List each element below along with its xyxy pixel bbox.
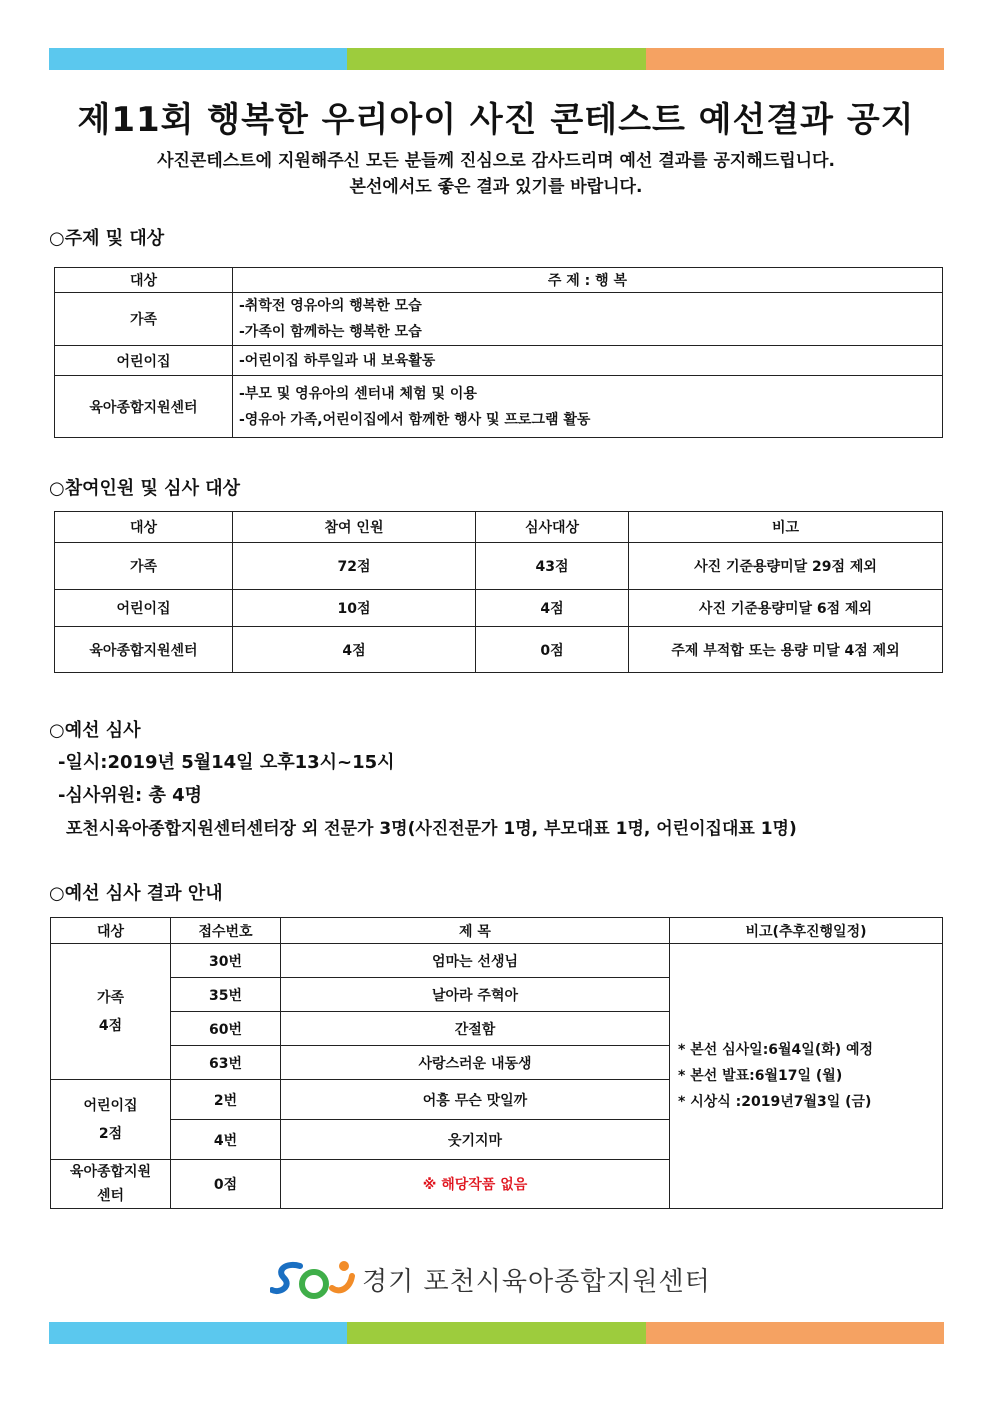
- table-cell: 어흥 무슨 맛일까: [281, 1080, 670, 1120]
- bar-segment-blue: [49, 48, 347, 70]
- table-cell: 63번: [171, 1046, 281, 1080]
- schedule-notes: [670, 944, 943, 1209]
- table-header: 제 목: [281, 918, 670, 944]
- table-cell: 웃기지마: [281, 1120, 670, 1160]
- note-line: * 본선 심사일:6월4일(화) 예정: [678, 1042, 874, 1058]
- intro-line-2: 본선에서도 좋은 결과 있기를 바랍니다.: [349, 177, 643, 197]
- bar-segment-orange: [646, 1322, 944, 1344]
- bar-segment-orange: [646, 48, 944, 70]
- table-header: 대상: [55, 268, 233, 293]
- table-header: 대상: [55, 512, 233, 543]
- note-line: * 본선 발표:6월17일 (월): [678, 1068, 843, 1084]
- table-cell: 35번: [171, 978, 281, 1012]
- table-cell: 주제 부적합 또는 용량 미달 4점 제외: [629, 627, 943, 673]
- theme-line: -영유아 가족,어린이집에서 함께한 행사 및 프로그램 활동: [239, 411, 591, 428]
- intro-text: [0, 148, 992, 200]
- table-cell: [233, 376, 943, 438]
- table-cell: 60번: [171, 1012, 281, 1046]
- table-cell: 2번: [171, 1080, 281, 1120]
- table-cell: 가족: [55, 293, 233, 346]
- table-cell: 사진 기준용량미달 6점 제외: [629, 590, 943, 627]
- table-cell: [51, 1080, 171, 1160]
- org-name: 경기 포천시육아종합지원센터: [362, 1266, 711, 1297]
- table-cell: [51, 1160, 171, 1209]
- intro-line-1: 사진콘테스트에 지원해주신 모든 분들께 진심으로 감사드리며 예선 결과를 공지해드립니다.: [157, 151, 835, 171]
- theme-table: [54, 267, 943, 438]
- table-cell: 10점: [233, 590, 476, 627]
- table-cell: 날아라 주혁아: [281, 978, 670, 1012]
- no-entry-notice: ※ 해당작품 없음: [281, 1160, 670, 1209]
- table-cell: 0점: [171, 1160, 281, 1209]
- results-table: [50, 917, 943, 1209]
- table-cell: 육아종합지원센터: [55, 376, 233, 438]
- bar-segment-green: [347, 1322, 645, 1344]
- table-cell: 4번: [171, 1120, 281, 1160]
- table-cell: 육아종합지원센터: [55, 627, 233, 673]
- screening-judges: -심사위원: 총 4명: [58, 785, 203, 806]
- screening-date: -일시:2019년 5월14일 오후13시~15시: [58, 752, 395, 773]
- section-heading-screening: ○예선 심사: [49, 720, 141, 741]
- bottom-color-bar: [49, 1322, 944, 1344]
- group-label: 가족: [96, 989, 125, 1006]
- theme-line: -어린이집 하루일과 내 보육활동: [239, 352, 436, 369]
- bar-segment-blue: [49, 1322, 347, 1344]
- group-count: 2점: [98, 1125, 123, 1142]
- table-cell: [51, 944, 171, 1080]
- table-cell: 사랑스러운 내동생: [281, 1046, 670, 1080]
- table-header: 심사대상: [476, 512, 629, 543]
- table-cell: 4점: [233, 627, 476, 673]
- participants-table: [54, 511, 943, 673]
- table-cell: 어린이집: [55, 590, 233, 627]
- table-cell: 가족: [55, 543, 233, 590]
- table-cell: 4점: [476, 590, 629, 627]
- center-logo-icon: [270, 1258, 356, 1300]
- table-header: 접수번호: [171, 918, 281, 944]
- table-cell: 사진 기준용량미달 29점 제외: [629, 543, 943, 590]
- theme-line: -취학전 영유아의 행복한 모습: [239, 298, 422, 314]
- footer-logo: [270, 1258, 711, 1300]
- theme-line: -가족이 함께하는 행복한 모습: [239, 324, 422, 340]
- table-header: 비고(추후진행일정): [670, 918, 943, 944]
- bar-segment-green: [347, 48, 645, 70]
- table-cell: [233, 293, 943, 346]
- section-heading-results: ○예선 심사 결과 안내: [49, 883, 223, 904]
- section-heading-participants: ○참여인원 및 심사 대상: [49, 478, 240, 499]
- table-cell: 43점: [476, 543, 629, 590]
- table-cell: 30번: [171, 944, 281, 978]
- table-cell: 어린이집: [55, 346, 233, 376]
- table-cell: 72점: [233, 543, 476, 590]
- table-header: 주 제 : 행 복: [233, 268, 943, 293]
- top-color-bar: [49, 48, 944, 70]
- table-cell: [233, 346, 943, 376]
- group-label: 육아종합지원: [69, 1164, 152, 1180]
- table-header: 참여 인원: [233, 512, 476, 543]
- table-cell: 0점: [476, 627, 629, 673]
- table-cell: 엄마는 선생님: [281, 944, 670, 978]
- theme-line: -부모 및 영유아의 센터내 체험 및 이용: [239, 385, 477, 402]
- group-label: 센터: [96, 1188, 125, 1204]
- page-title: 제11회 행복한 우리아이 사진 콘테스트 예선결과 공지: [77, 100, 915, 140]
- table-header: 대상: [51, 918, 171, 944]
- screening-judges-detail: 포천시육아종합지원센터센터장 외 전문가 3명(사진전문가 1명, 부모대표 1명, 어린이집대표 1명): [66, 819, 797, 839]
- table-cell: 간절함: [281, 1012, 670, 1046]
- group-count: 4점: [98, 1017, 123, 1034]
- group-label: 어린이집: [83, 1097, 138, 1114]
- section-heading-theme: ○주제 및 대상: [49, 228, 165, 249]
- table-header: 비고: [629, 512, 943, 543]
- note-line: * 시상식 :2019년7월3일 (금): [678, 1094, 872, 1110]
